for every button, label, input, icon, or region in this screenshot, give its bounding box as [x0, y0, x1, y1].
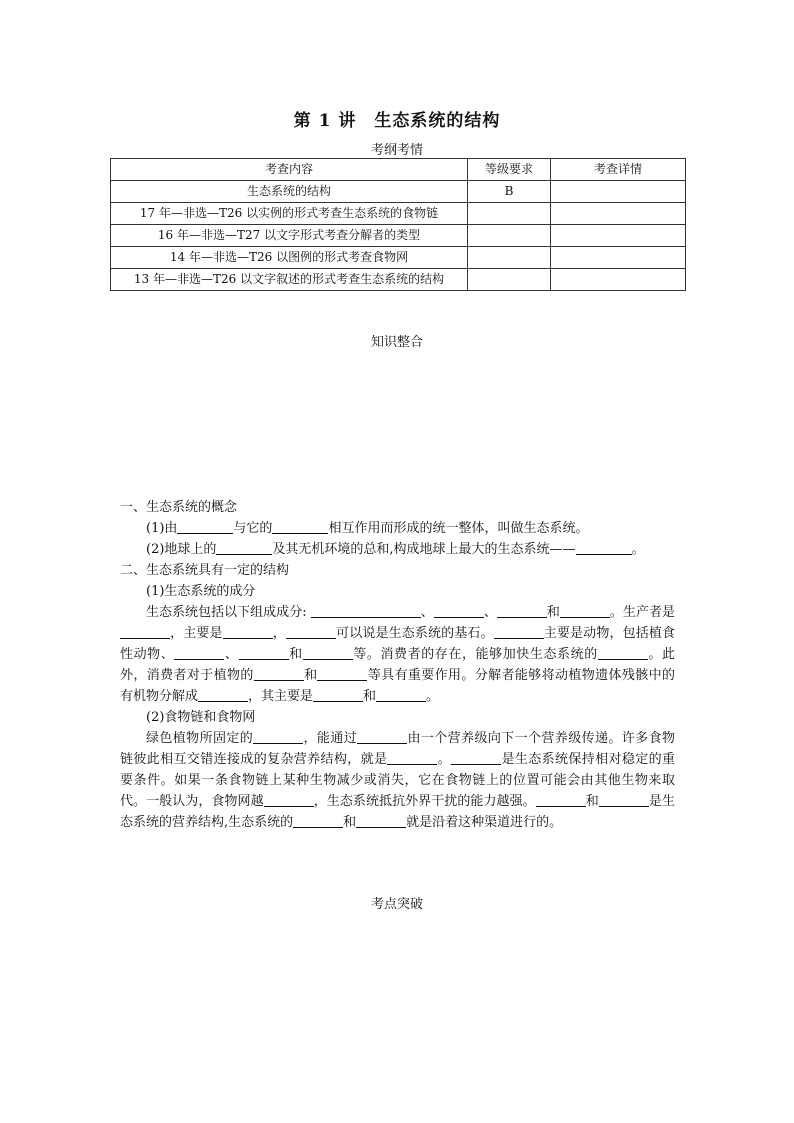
answer-blank[interactable]	[451, 750, 501, 765]
answer-blank[interactable]	[497, 603, 547, 618]
answer-blank[interactable]	[560, 603, 610, 618]
answer-blank[interactable]	[599, 792, 649, 807]
table-row	[111, 269, 686, 291]
row-level	[468, 247, 551, 269]
answer-blank[interactable]	[239, 645, 289, 660]
answer-blank[interactable]	[253, 729, 303, 744]
components-paragraph: 生态系统包括以下组成成分: 、 、 和 。生产者是，主要是 ， 可以说是生态系统的基石。 主要是动物，包括植食性动物、 、 和 等。消费者的存在，能够加快生态系统的 。此外，消费者对于植物的 和 等具有重要作用。分解者能够将动植物遗体残骸中的有机物分解成 ，其主要是 和 。	[120, 605, 675, 704]
row-level: B	[468, 181, 551, 203]
table-header-row	[111, 159, 686, 181]
answer-blank[interactable]	[264, 792, 314, 807]
answer-blank[interactable]	[198, 687, 248, 702]
outline-heading: 考纲考情	[370, 143, 423, 158]
row-detail	[551, 225, 686, 247]
row-content: 14 年—非选—T26 以图例的形式考查食物网	[111, 247, 468, 269]
subsection-components-title: (1)生态系统的成分	[146, 584, 256, 599]
item-1-2: (2)地球上的 及其无机环境的总和,构成地球上最大的生态系统—— 。	[146, 542, 645, 557]
answer-blank[interactable]	[376, 687, 426, 702]
row-detail	[551, 203, 686, 225]
subsection-foodweb-title: (2)食物链和食物网	[146, 710, 256, 725]
section-1-title: 一、生态系统的概念	[120, 500, 238, 515]
answer-blank[interactable]	[254, 666, 304, 681]
row-level	[468, 203, 551, 225]
answer-blank[interactable]	[216, 540, 272, 555]
row-content: 13 年—非选—T26 以文字叙述的形式考查生态系统的结构	[111, 269, 468, 291]
section-2-title: 二、生态系统具有一定的结构	[120, 563, 290, 578]
answer-blank[interactable]	[494, 624, 544, 639]
answer-blank[interactable]	[177, 519, 233, 534]
row-detail	[551, 269, 686, 291]
answer-blank[interactable]	[536, 792, 586, 807]
row-detail	[551, 247, 686, 269]
table-row	[111, 247, 686, 269]
row-content: 16 年—非选—T27 以文字形式考查分解者的类型	[111, 225, 468, 247]
foodweb-paragraph: 绿色植物所固定的 ，能通过 由一个营养级向下一个营养级传递。许多食物链彼此相互交错连接成的复杂营养结构，就是 。 是生态系统保持相对稳定的重要条件。如果一条食物链上某种生物减少或消失，它在食物链上的位置可能会由其他生物来取代。一般认为，食物网越 ，生态系统抵抗外界干扰的能力越强。 和 是生态系统的营养结构,生态系统的 和 就是沿着这种渠道进行的。	[120, 731, 675, 830]
table-row	[111, 225, 686, 247]
table-row	[111, 203, 686, 225]
row-content: 17 年—非选—T26 以实例的形式考查生态系统的食物链	[111, 203, 468, 225]
answer-blank[interactable]	[311, 603, 421, 618]
answer-blank[interactable]	[576, 540, 632, 555]
row-content: 生态系统的结构	[111, 181, 468, 203]
row-detail	[551, 181, 686, 203]
answer-blank[interactable]	[223, 624, 273, 639]
answer-blank[interactable]	[313, 687, 363, 702]
answer-blank[interactable]	[434, 603, 484, 618]
answer-blank[interactable]	[357, 729, 407, 744]
answer-blank[interactable]	[598, 645, 648, 660]
breakthrough-heading: 考点突破	[370, 897, 423, 912]
header-detail: 考查详情	[551, 159, 686, 181]
answer-blank[interactable]	[272, 519, 328, 534]
answer-blank[interactable]	[317, 666, 367, 681]
answer-blank[interactable]	[303, 645, 353, 660]
answer-blank[interactable]	[286, 624, 336, 639]
answer-blank[interactable]	[174, 645, 224, 660]
body-text	[120, 497, 675, 833]
knowledge-heading: 知识整合	[370, 335, 423, 350]
answer-blank[interactable]	[387, 750, 437, 765]
row-level	[468, 225, 551, 247]
answer-blank[interactable]	[356, 813, 406, 828]
header-content: 考查内容	[111, 159, 468, 181]
answer-blank[interactable]	[120, 624, 170, 639]
row-level	[468, 269, 551, 291]
header-level: 等级要求	[468, 159, 551, 181]
answer-blank[interactable]	[293, 813, 343, 828]
table-row	[111, 181, 686, 203]
item-1-1: (1)由 与它的 相互作用而形成的统一整体，叫做生态系统。	[146, 521, 589, 536]
syllabus-table	[110, 158, 686, 291]
page-title: 第 1 讲 生态系统的结构	[293, 111, 501, 131]
